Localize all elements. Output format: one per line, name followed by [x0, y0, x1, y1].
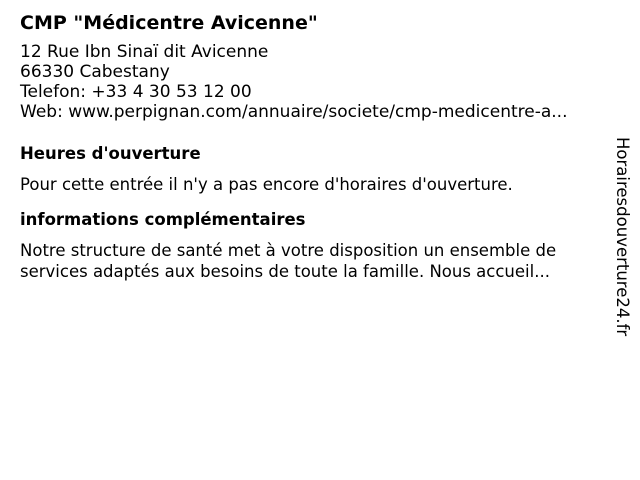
opening-hours-heading: Heures d'ouverture — [20, 144, 201, 163]
site-brand-vertical: Horairesdouverture24.fr — [613, 137, 632, 337]
website-link[interactable] — [20, 102, 590, 122]
phone-number[interactable]: Telefon: +33 4 30 53 12 00 — [20, 82, 252, 102]
opening-hours-text: Pour cette entrée il n'y a pas encore d'horaires d'ouverture. — [20, 175, 513, 194]
additional-info-line-2: services adaptés aux besoins de toute la famille. Nous accueil... — [20, 262, 550, 281]
additional-info-line-1: Notre structure de santé met à votre disposition un ensemble de — [20, 241, 557, 260]
additional-info-text — [20, 240, 590, 282]
website-link-text[interactable]: Web: www.perpignan.com/annuaire/societe/cmp-medicentre-a... — [20, 102, 568, 122]
additional-info-heading: informations complémentaires — [20, 210, 306, 229]
listing-card — [20, 10, 590, 282]
business-title: CMP "Médicentre Avicenne" — [20, 12, 318, 34]
postal-city: 66330 Cabestany — [20, 62, 170, 82]
street-address: 12 Rue Ibn Sinaï dit Avicenne — [20, 42, 269, 62]
